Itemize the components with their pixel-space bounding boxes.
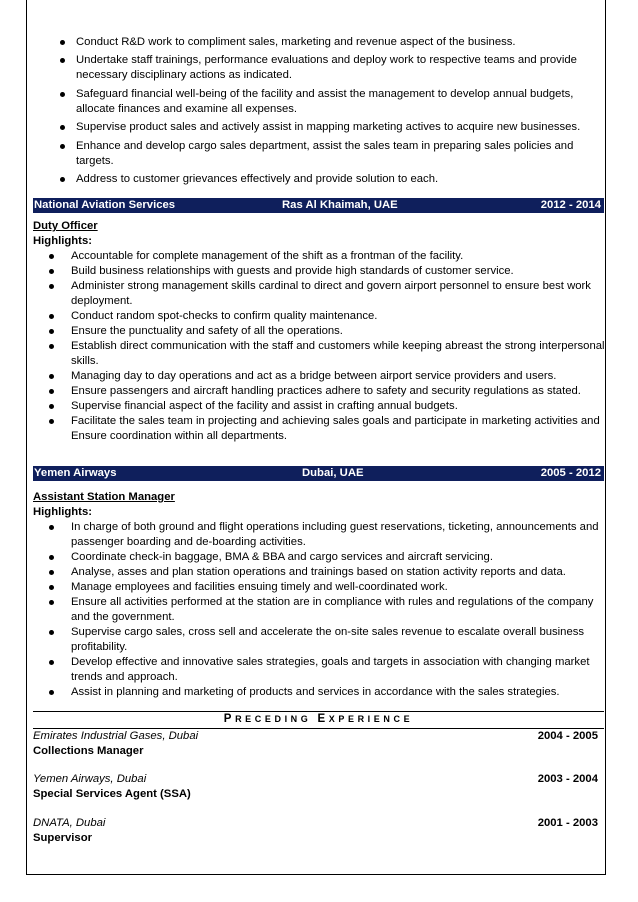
- list-item: In charge of both ground and flight operations including guest reservations, ticketing, announcements and passenger boarding and de-boarding activities.: [33, 520, 605, 550]
- list-item: Assist in planning and marketing of products and services in accordance with the sales strategies.: [33, 685, 605, 700]
- job-dates: 2012 - 2014: [540, 199, 601, 211]
- years: 2004 - 2005: [537, 730, 598, 742]
- list-item: Conduct R&D work to compliment sales, marketing and revenue aspect of the business.: [33, 35, 605, 50]
- role: Supervisor: [33, 832, 93, 844]
- list-item: Enhance and develop cargo sales department, assist the sales team in preparing sales policies and targets.: [33, 139, 605, 169]
- job-location: Ras Al Khaimah, UAE: [282, 199, 398, 211]
- role: Special Services Agent (SSA): [33, 788, 191, 800]
- heading-text: XPERIENCE: [328, 714, 414, 724]
- company-name: Yemen Airways: [34, 467, 117, 479]
- section-heading-preceding-experience: [33, 711, 604, 729]
- list-item: Analyse, asses and plan station operations and trainings based on station activity reports and data.: [33, 565, 605, 580]
- heading-text: RECEDING: [235, 714, 318, 724]
- list-item: Managing day to day operations and act as a bridge between airport service providers and users.: [33, 369, 605, 384]
- job-section-assistant-station-manager: [33, 490, 605, 700]
- job-header-yemen-airways: [33, 466, 604, 481]
- list-item: Ensure the punctuality and safety of all the operations.: [33, 324, 605, 339]
- company-name: National Aviation Services: [34, 199, 176, 211]
- list-item: Develop effective and innovative sales strategies, goals and targets in association with changing market trends and approach.: [33, 655, 605, 685]
- list-item: Conduct random spot-checks to confirm quality maintenance.: [33, 309, 605, 324]
- job-title: Duty Officer: [33, 220, 98, 232]
- list-item: Accountable for complete management of the shift as a frontman of the facility.: [33, 249, 605, 264]
- heading-initial: P: [223, 713, 236, 725]
- list-item: Supervise financial aspect of the facility and assist in crafting annual budgets.: [33, 399, 605, 414]
- heading-initial: E: [317, 713, 329, 725]
- preceding-entry: [33, 816, 604, 846]
- highlights-label: Highlights:: [33, 235, 92, 247]
- job-dates: 2005 - 2012: [540, 467, 601, 479]
- list-item: Facilitate the sales team in projecting and achieving sales goals and participate in marketing activities and Ensure coordination within all departments.: [33, 414, 605, 444]
- list-item: Ensure all activities performed at the station are in compliance with rules and regulations of the company and the government.: [33, 595, 605, 625]
- job-header-national-aviation: [33, 198, 604, 213]
- job-location: Dubai, UAE: [302, 467, 364, 479]
- years: 2003 - 2004: [537, 773, 598, 785]
- preceding-entry: [33, 729, 604, 759]
- list-item: Coordinate check-in baggage, BMA & BBA and cargo services and aircraft servicing.: [33, 550, 605, 565]
- list-item: Supervise cargo sales, cross sell and accelerate the on-site sales revenue to escalate overall business profitability.: [33, 625, 605, 655]
- list-item: Establish direct communication with the staff and customers while keeping abreast the strong interpersonal skills.: [33, 339, 605, 369]
- list-item: Undertake staff trainings, performance evaluations and deploy work to respective teams and provide necessary disciplinary actions as indicated.: [33, 53, 605, 83]
- employer: Yemen Airways, Dubai: [33, 773, 147, 785]
- employer: DNATA, Dubai: [33, 817, 106, 829]
- preceding-entry: [33, 772, 604, 802]
- job-title: Assistant Station Manager: [33, 491, 175, 503]
- job-section-duty-officer: [33, 219, 605, 444]
- highlights-label: Highlights:: [33, 506, 92, 518]
- list-item: Build business relationships with guests and provide high standards of customer service.: [33, 264, 605, 279]
- previous-role-bullets: [33, 35, 605, 190]
- list-item: Supervise product sales and actively assist in mapping marketing actives to acquire new businesses.: [33, 120, 605, 135]
- employer: Emirates Industrial Gases, Dubai: [33, 730, 199, 742]
- role: Collections Manager: [33, 745, 144, 757]
- list-item: Ensure passengers and aircraft handling practices adhere to safety and security regulations as stated.: [33, 384, 605, 399]
- years: 2001 - 2003: [537, 817, 598, 829]
- list-item: Address to customer grievances effectively and provide solution to each.: [33, 172, 605, 187]
- list-item: Manage employees and facilities ensuing timely and well-coordinated work.: [33, 580, 605, 595]
- list-item: Safeguard financial well-being of the facility and assist the management to develop annual budgets, allocate finances and examine all expenses.: [33, 87, 605, 117]
- list-item: Administer strong management skills cardinal to direct and govern airport personnel to ensure best work deployment.: [33, 279, 605, 309]
